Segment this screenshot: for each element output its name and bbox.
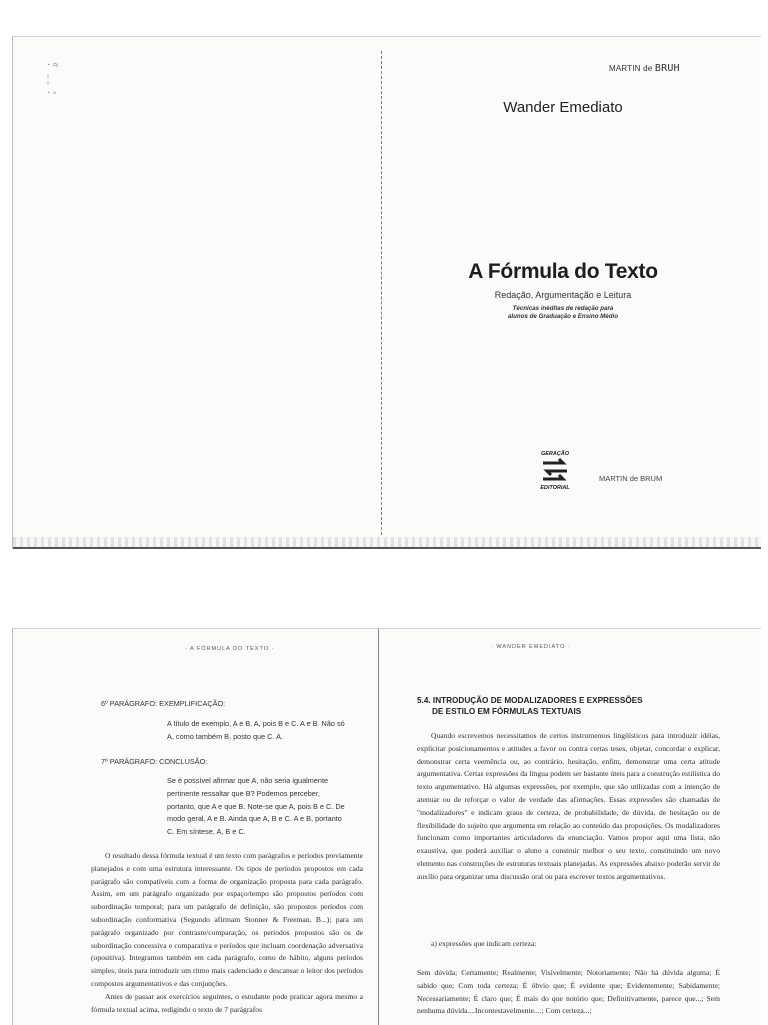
running-head-left: · A FÓRMULA DO TEXTO · (185, 646, 275, 652)
book-tagline (443, 305, 683, 321)
publisher-logo (535, 449, 575, 491)
paragraph-7-block: Se é possível afirmar que A, não seria igualmente pertinente ressaltar que B? Podemos perceber, portanto, que A e que B. Note-se que A, pois B e C. De modo geral, A e B. Ainda que A, B e C. A e B, portanto C. Em síntese, A, B e C. (167, 776, 345, 837)
publisher-mark: MARTIN de BRUM (599, 474, 663, 483)
tagline-line-2: alunos de Graduação e Ensino Médio (507, 313, 619, 320)
signature-handwritten: BRUH (654, 63, 680, 74)
running-head-right: · WANDER EMEDIATO · (491, 644, 571, 650)
left-page-body (91, 850, 363, 1016)
right-page-body (417, 730, 720, 884)
scan-pencil-marks: · ≈ ¦ · ◦ (47, 60, 59, 99)
tagline-line-1: Técnicas inéditas de redação para (512, 305, 614, 312)
logo-word-top: GERAÇÃO (540, 451, 570, 457)
list-item-certainty: a) expressões que indicam certeza: (431, 939, 537, 948)
page-bottom-edge (13, 537, 761, 549)
section-title-line-1: 5.4. INTRODUÇÃO DE MODALIZADORES E EXPRESSÕES (417, 696, 643, 705)
left-paragraph-2: Antes de passar aos exercícios seguintes, o estudante pode praticar agora mesmo a fórmula textual acima, redigindo o texto de 7 parágrafos (91, 991, 363, 1014)
text-spread-scan (12, 628, 761, 1025)
section-title (417, 695, 707, 717)
title-spread-scan (12, 36, 761, 549)
spine-gutter (381, 51, 383, 545)
paragraph-6-block: A título de exemplo, A e B. A, pois B e C. A e B. Não só A, como também B, posto que C. A. (167, 719, 345, 741)
book-subtitle: Redação, Argumentação e Leitura (494, 290, 632, 300)
signature-top (609, 63, 680, 74)
right-paragraph-1: Quando escrevemos necessitamos de certos instrumentos lingüísticos para introduzir idéias, explicitar posicionamentos e atitudes a favor ou contra certas teses, objetar, concordar e explicar, demonstrar certa veemência ou, ao contrário, hesitação, enfim, demonstrar uma certa atitude argumentativa. Certas expressões da língua podem ser bastante úteis para a construção estilística do texto argumentativo. Há algumas expressões, por exemplo, que são utilizadas com a intenção de atenuar ou de reforçar o valor de verdade das afirmações. Essas expressões são chamadas de "modalizadores" e indicam graus de certeza, de probabilidade, de dúvida, de hesitação ou de flexibilidade do sujeito que argumenta em relação ao conteúdo das proposições. Os modalizadores funcionam como importantes articuladores da enunciação. Vamos propor aqui uma lista, não exaustiva, que poderá auxiliar o aluno a construir melhor o seu texto, constituindo um novo elemento nas construções de estruturas textuais planejadas. As expressões abaixo poderão servir de auxílio para organizar uma discussão oral ou para escrever textos argumentativos. (417, 731, 720, 881)
signature-printed: MARTIN de (609, 64, 653, 73)
logo-word-bottom: EDITORIAL (540, 485, 570, 491)
certainty-expressions: Sem dúvida; Certamente; Realmente; Visivelmente; Notoriamente; Não há dúvida alguma; É sabido que; Com toda certeza; É óbvio que; É evidente que; Evidentemente; Sabidamente; Necessariamente; É claro que; É mais do que notório que; Definitivamente, parece que...; Sem nenhuma dúvida....Incontestavelmente....; Com certeza...; (417, 968, 720, 1016)
book-title: A Fórmula do Texto (468, 260, 658, 283)
section-title-line-2: DE ESTILO EM FÓRMULAS TEXTUAIS (432, 707, 582, 716)
left-paragraph-1: O resultado dessa fórmula textual é um texto com parágrafos e períodos previamente planejados e com uma estrutura interessante. Os tipos de períodos propostos em cada parágrafo são compatíveis com a forma de organização proposta para cada parágrafo. Assim, em um parágrafo organizado por espaço/tempo são propostos períodos com subordinação temporal; para um parágrafo de definição, são propostos períodos com subordinação conformativa (Segundo afirmam Stonner & Freeman, B...); para um parágrafo organizado por contraste/comparação, os períodos propostos são os de subordinação concessiva e comparativa e períodos que incluam coordenação adversativa (opositiva). Integramos também em cada parágrafo, como de hábito, alguns períodos simples, úteis para introduzir um ritmo mais cadenciado e descansar o leitor dos períodos compostos argumentativos e das conjunções. (91, 851, 363, 988)
book-author: Wander Emediato (503, 99, 623, 116)
spine-gutter (378, 629, 380, 1025)
paragraph-7-label: 7º PARÁGRAFO: CONCLUSÃO: (101, 757, 208, 766)
paragraph-6-label: 6º PARÁGRAFO: EXEMPLIFICAÇÃO: (101, 699, 226, 708)
